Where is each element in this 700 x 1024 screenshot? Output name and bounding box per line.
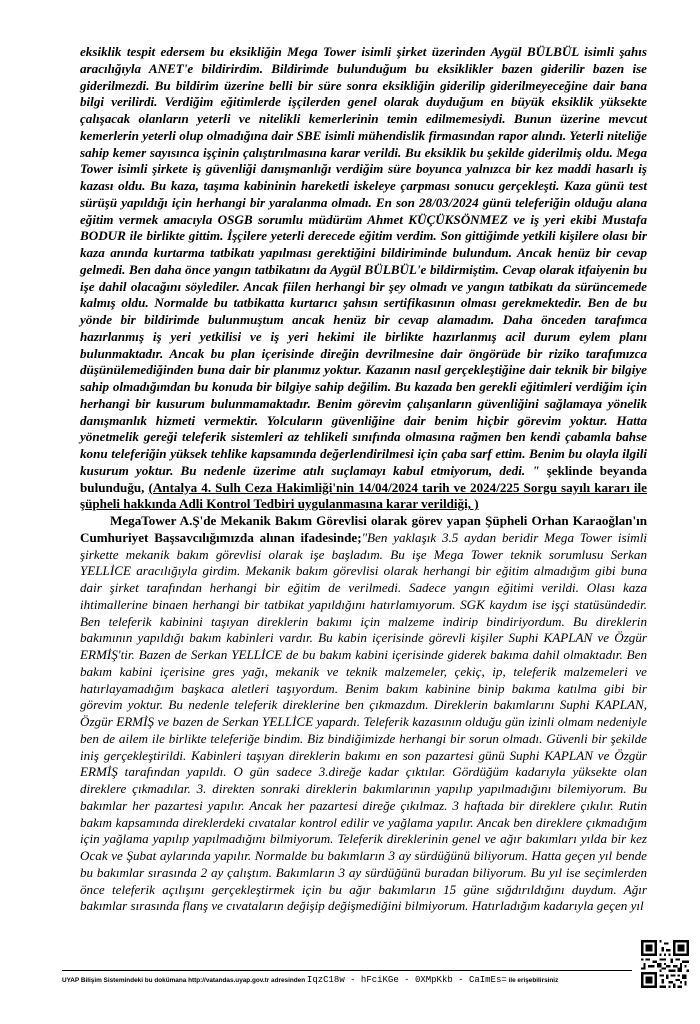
court-decision-note: (Antalya 4. Sulh Ceza Hakimliği'nin 14/04/2024 tarih ve 2024/225 Sorgu sayılı kararı ile şüpheli hakkında Adli Kontrol Tedbiri uygulanmasına karar verildiği, ) (80, 479, 647, 512)
qr-code-icon (641, 940, 689, 988)
document-body (80, 44, 647, 915)
footer (62, 975, 642, 985)
footer-divider (62, 970, 632, 971)
footer-prefix: UYAP Bilişim Sistemindeki bu dokümana http://vatandas.uyap.gov.tr adresinden (62, 977, 306, 984)
testimony-paragraph (80, 44, 647, 513)
access-code: IqzC18w - hFciKGe - 0XMpKkb - CaImEs= (306, 975, 507, 985)
testimony-text: eksiklik tespit edersem bu eksikliğin Mega Tower isimli şirket üzerinden Aygül BÜLBÜL isimli şahıs aracılığıyla ANET'e bildirirdim. Bildirimde bulunduğum bu eksiklikler bazen giderilir bazen ise giderilmezdi. Bu bildirim üzerine belli bir süre sonra eksikliğin giderilip giderilmeyeceğine dair bana bilgi verilirdi. Verdiğim eğitimlerde işçilerden genel olarak duyduğum en büyük eksiklik yüksekte çalışacak olanların yeterli ve nitelikli kemerlerinin temin edilmemesiydi. Bunun üzerine mevcut kemerlerin yeterli olup olmadığına dair SBE isimli mühendislik firmasından rapor alındı. Yeterli niteliğe sahip kemer sayısınca işçinin çalıştırılmasına karar verildi. Bu eksiklik bu şekilde giderilmiş oldu. Mega Tower isimli şirkete iş güvenliği danışmanlığı verdiğim süre boyunca yalnızca bir kez maddi hasarlı iş kazası oldu. Bu kaza, taşıma kabininin hareketli iskeleye çarpması sonucu gerçekleşti. Kaza günü test sürüşü yapıldığı için herhangi bir yaralanma olmadı. En son 28/03/2024 günü teleferiğin olduğu alana eğitim vermek amacıyla OSGB sorumlu müdürüm Ahmet KÜÇÜKSÖNMEZ ve iş yeri ekibi Mustafa BODUR ile birlikte gittim. İşçilere yeterli derecede eğitim verdim. Son gittiğimde yetkili kişilere olası bir kaza anında kurtarma tatbikatı yapılması gerektiğini bildiriminde bulundum. Ancak henüz bir cevap gelmedi. Ben daha önce yangın tatbikatını da Aygül BÜLBÜL'e bildirmiştim. Cevap olarak itfaiyenin bu işe dahil olacağını söylediler. Ancak fiilen herhangi bir şey olmadı ve yangın tatbikatı da sürüncemede kalmış oldu. Normalde bu tatbikatta kurtarıcı şahsın sertifikasının olması gerekmektedir. Ben de bu yönde bir bildirimde bulunmuştum ancak henüz bir cevap alamadım. Daha önceden tarafımca hazırlanmış iş yeri yetkilisi ve iş yeri hekimi ile birlikte hazırlanmış acil durum eylem planı bulunmaktadır. Ancak bu plan içerisinde direğin devrilmesine dair öngörüde bir riziko tarafımızca düşünülemediğinden buna dair bir planımız yoktur. Kazanın nasıl gerçekleştiğine dair teknik bir bilgiye sahip olmadığımdan bu konuda bir bilgiye sahip değilim. Bu kazada ben gerekli eğitimleri verdiğim için herhangi bir kusurum bulunmamaktadır. Benim görevim çalışanların güvenliğini sağlamaya yönelik danışmanlık hizmeti vermektir. Yolcuların güvenliğine dair benim hiçbir görevim yoktur. Hatta yönetmelik gereği teleferik sistemleri az tehlikeli sınıfında olmasına rağmen ben kendi çabamla bahse konu teleferiğin yüksek tehlike kapsamında değerlendirilmesi için çaba sarf ettim. Benim bu olayla ilgili kusurum yoktur. Bu nedenle üzerime atılı suçlamayı kabul etmiyorum, dedi. " (80, 44, 647, 478)
suspect-statement-text: "Ben yaklaşık 3.5 aydan beridir Mega Tower isimli şirkette mekanik bakım görevlisi olarak işe başladım. Bu işe Mega Tower teknik sorumlusu Serkan YELLİCE aracılığıyla girdim. Mekanik bakım görevlisi olarak herhangi bir eğitim almadığım gibi buna dair şirket tarafından herhangi bir eğitim de verilmedi. Sadece yangın eğitimi verildi. Olası kaza ihtimallerine binaen herhangi bir tatbikat yapıldığını hatırlamıyorum. SGK kaydım ise işçi statüsündedir. Ben teleferik kabinini taşıyan direklerin bakımı için malzeme indirip bindiriyordum. Bu direklerin bakımının yapıldığı bakım kabinleri vardır. Bu kabin içerisinde görevli kişiler Suphi KAPLAN ve Özgür ERMİŞ'tir. Bazen de Serkan YELLİCE de bu bakım kabini içerisinde giderek bakıma dahil olmaktadır. Ben bakım kabini içerisine gres yağı, mekanik ve teknik malzemeler, çekiç, ip, teleferik malzemeleri ve hatırlayamadığım başkaca aletleri taşıyordum. Benim bakım kabinine binip bakıma katılma gibi bir görevim yoktur. Bu nedenle teleferik direklerine ben çıkmazdım. Direklerin bakımlarını Suphi KAPLAN, Özgür ERMİŞ ve bazen de Serkan YELLİCE yapardı. Teleferik kazasının olduğu gün izinli olmam nedeniyle ben de ailem ile birlikte teleferiğe bindim. Biz bindiğimizde herhangi bir sorun olmadı. Güvenli bir şekilde iniş gerçekleştirildi. Kabinleri taşıyan direklerin bakımı en son pazartesi günü Suphi KAPLAN ve Özgür ERMİŞ tarafından yapıldı. O gün sadece 3.direğe kadar çıktılar. Gördüğüm kadarıyla yüksekte olan direklere çıkmadılar. 3. direkten sonraki direklerin bakımlarının yapılıp yapılmadığını bilemiyorum. Bu bakımlar her pazartesi yapılır. Ancak her pazartesi direğe çıkılmaz. 3 haftada bir direklere çıkılır. Rutin bakım kapsamında direklerdeki cıvatalar kontrol edilir ve yağlama yapılır. Ancak ben direklere çıkmadığım için yağlama yapılıp yapılmadığını bilmiyorum. Teleferik direklerinin genel ve ağır bakımları yılda bir kez Ocak ve Şubat aylarında yapılır. Normalde bu bakımların 3 ay sürdüğünü biliyorum. Hatta geçen yıl bende bu bakımlar sırasında 2 ay çalıştım. Bakımların 3 ay sürdüğünü buradan biliyorum. Bu yıl ise seçimlerden önce teleferik açılışını gerçekleştirmek için bu ağır bakımların 15 güne sığdırıldığını duydum. Ağır bakımlar sırasında flanş ve cıvataların değişip değişmediğini bilmiyorum. Hatırladığım kadarıyla geçen yıl (80, 529, 648, 914)
suspect-statement-paragraph (80, 513, 647, 915)
suspect-statement-heading: MegaTower A.Ş'de Mekanik Bakım Görevlisi olarak görev yapan Şüpheli Orhan Karaoğlan'ın Cumhuriyet Başsavcılığımızda alınan ifadesinde; (80, 513, 647, 545)
statement-tail: şeklinde beyanda bulunduğu, (80, 462, 647, 495)
footer-suffix: ile erişebilirsiniz (508, 977, 559, 984)
